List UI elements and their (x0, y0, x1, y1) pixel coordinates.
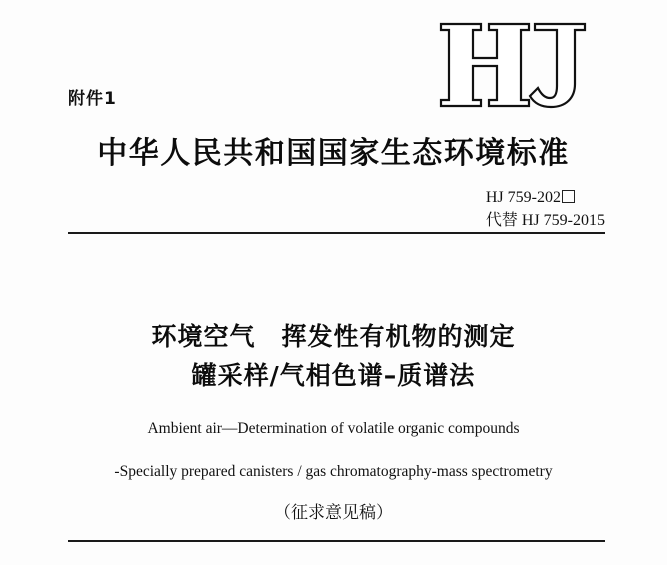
standard-number-block (486, 186, 605, 232)
draft-status-note: （征求意见稿） (274, 503, 393, 523)
english-subtitle-line-2: -Specially prepared canisters / gas chromatography-mass spectrometry (114, 463, 553, 480)
hj-logo (435, 18, 595, 113)
attachment-label: 附件1 (68, 89, 117, 109)
standard-number: HJ 759-202 (485, 189, 561, 206)
title-line1-part2: 挥发性有机物的测定 (281, 322, 516, 351)
replaces-standard-line: 代替 HJ 759-2015 (485, 212, 605, 230)
standard-org-title: 中华人民共和国国家生态环境标准 (97, 136, 570, 171)
title-line2: 罐采样/气相色谱–质谱法 (191, 360, 476, 390)
divider-top (68, 232, 605, 234)
title-line1-part1: 环境空气 (151, 322, 256, 351)
english-subtitle-line-1: Ambient air—Determination of volatile organic compounds (147, 420, 520, 437)
page-title (0, 318, 667, 396)
divider-bottom (68, 540, 605, 542)
placeholder-box-icon (562, 190, 575, 203)
standard-number-line (486, 186, 605, 209)
